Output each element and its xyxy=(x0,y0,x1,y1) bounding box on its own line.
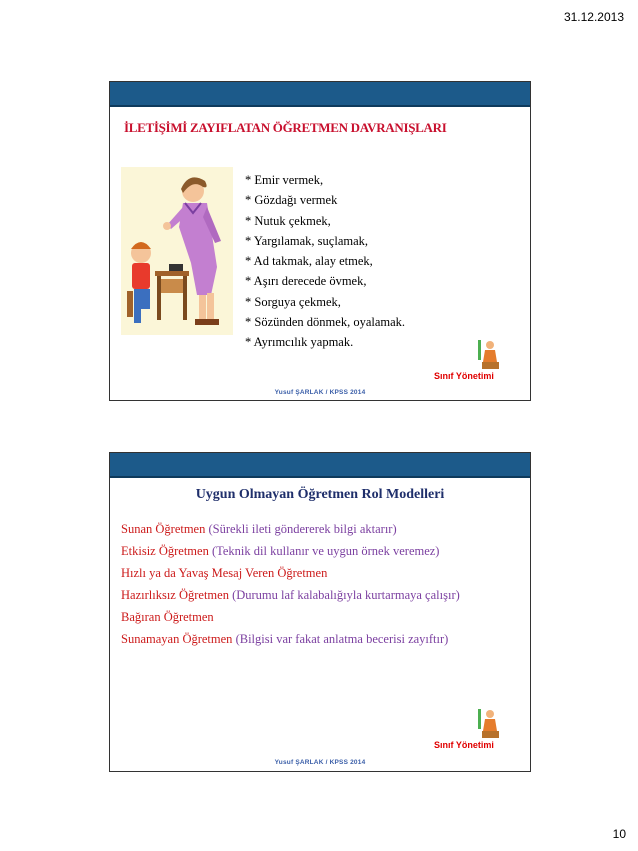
list-item: * Emir vermek, xyxy=(245,173,324,187)
slide-communication-behaviors xyxy=(109,81,531,401)
list-item: * Aşırı derecede övmek, xyxy=(245,274,367,289)
list-item xyxy=(121,564,511,582)
page-date: 31.12.2013 xyxy=(563,10,624,24)
behavior-list xyxy=(245,170,405,353)
badge-label: Sınıf Yönetimi xyxy=(434,371,494,381)
list-item: * Nutuk çekmek, xyxy=(245,213,331,228)
role-description: (Bilgisi var fakat anlatma becerisi zayıftır) xyxy=(232,632,449,646)
list-item xyxy=(121,542,511,560)
list-item: * Sözünden dönmek, oyalamak. xyxy=(245,315,406,330)
list-item: * Ad takmak, alay etmek, xyxy=(245,254,373,269)
role-name: Etkisiz Öğretmen xyxy=(121,544,209,558)
list-item xyxy=(121,586,511,604)
teacher-at-podium-icon xyxy=(473,338,501,370)
role-name: Bağıran Öğretmen xyxy=(121,610,214,624)
list-item: * Yargılamak, suçlamak, xyxy=(245,233,369,248)
teacher-scolding-student-illustration xyxy=(121,167,233,335)
list-item: * Gözdağı vermek xyxy=(245,193,338,208)
page-number: 10 xyxy=(612,827,626,841)
teacher-at-podium-icon xyxy=(473,707,501,739)
slide-role-models xyxy=(109,452,531,772)
role-description: (Teknik dil kullanır ve uygun örnek veremez) xyxy=(208,544,440,558)
role-name: Sunan Öğretmen xyxy=(121,522,206,536)
list-item xyxy=(121,520,511,538)
slide-footer: Yusuf ŞARLAK / KPSS 2014 xyxy=(274,759,366,766)
role-list xyxy=(121,520,511,652)
role-description: (Durumu laf kalabalığıyla kurtarmaya çalışır) xyxy=(228,588,460,602)
list-item: * Sorguya çekmek, xyxy=(245,294,341,309)
role-name: Hazırlıksız Öğretmen xyxy=(121,588,229,602)
slide-title: İLETİŞİMİ ZAYIFLATAN ÖĞRETMEN DAVRANIŞLARI xyxy=(124,120,447,135)
list-item xyxy=(121,608,511,626)
slide-title: Uygun Olmayan Öğretmen Rol Modelleri xyxy=(195,487,445,502)
slide-header-bar xyxy=(110,453,530,478)
role-name: Hızlı ya da Yavaş Mesaj Veren Öğretmen xyxy=(121,566,328,580)
list-item: * Ayrımcılık yapmak. xyxy=(245,335,354,350)
role-name: Sunamayan Öğretmen xyxy=(121,632,233,646)
badge-label: Sınıf Yönetimi xyxy=(434,740,494,750)
list-item xyxy=(121,630,511,648)
slide-header-bar xyxy=(110,82,530,107)
role-description: (Sürekli ileti göndererek bilgi aktarır) xyxy=(205,522,397,536)
slide-footer: Yusuf ŞARLAK / KPSS 2014 xyxy=(274,389,366,396)
